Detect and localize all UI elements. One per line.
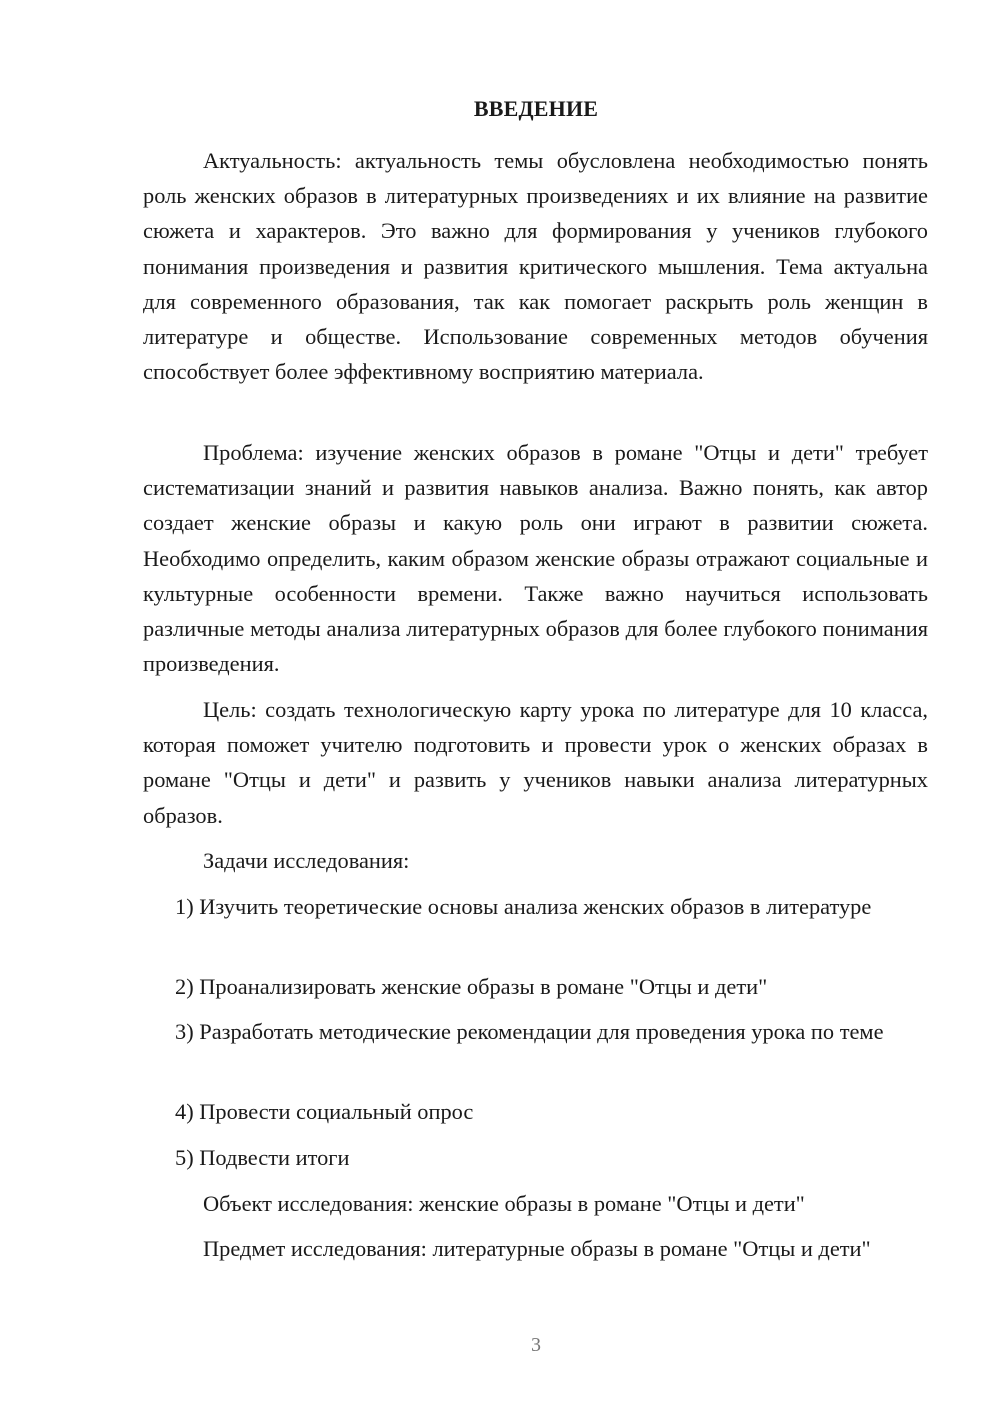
section-heading: ВВЕДЕНИЕ xyxy=(473,96,599,121)
task-item-1: 1) Изучить теоретические основы анализа женских образов в литературе xyxy=(175,894,872,919)
paragraph-problem: Проблема: изучение женских образов в романе "Отцы и дети" требует систематизации знаний и развития навыков анализа. Важно понять, как автор создает женские образы и какую роль они играют в развитии сюжета. Необходимо определить, каким образом женские образы отражают социальные и культурные особенности времени. Также важно научиться использовать различные методы анализа литературных образов для более глубокого понимания произведения. xyxy=(143,440,928,677)
paragraph-subject: Предмет исследования: литературные образы в романе "Отцы и дети" xyxy=(203,1236,871,1261)
page-number: 3 xyxy=(531,1334,541,1356)
task-item-4: 4) Провести социальный опрос xyxy=(175,1099,474,1124)
paragraph-object: Объект исследования: женские образы в романе "Отцы и дети" xyxy=(203,1191,805,1216)
task-item-5: 5) Подвести итоги xyxy=(175,1145,350,1170)
paragraph-goal: Цель: создать технологическую карту урока по литературе для 10 класса, которая поможет учителю подготовить и провести урок о женских образах в романе "Отцы и дети" и развить у учеников навыки анализа литературных образов. xyxy=(143,697,928,828)
task-item-2: 2) Проанализировать женские образы в романе "Отцы и дети" xyxy=(175,974,768,999)
tasks-heading: Задачи исследования: xyxy=(203,848,410,873)
paragraph-relevance: Актуальность: актуальность темы обусловлена необходимостью понять роль женских образов в литературных произведениях и их влияние на развитие сюжета и характеров. Это важно для формирования у учеников глубокого понимания произведения и развития критического мышления. Тема актуальна для современного образования, так как помогает раскрыть роль женщин в литературе и обществе. Использование современных методов обучения способствует более эффективному восприятию материала. xyxy=(143,148,928,385)
task-item-3: 3) Разработать методические рекомендации для проведения урока по теме xyxy=(175,1019,884,1044)
